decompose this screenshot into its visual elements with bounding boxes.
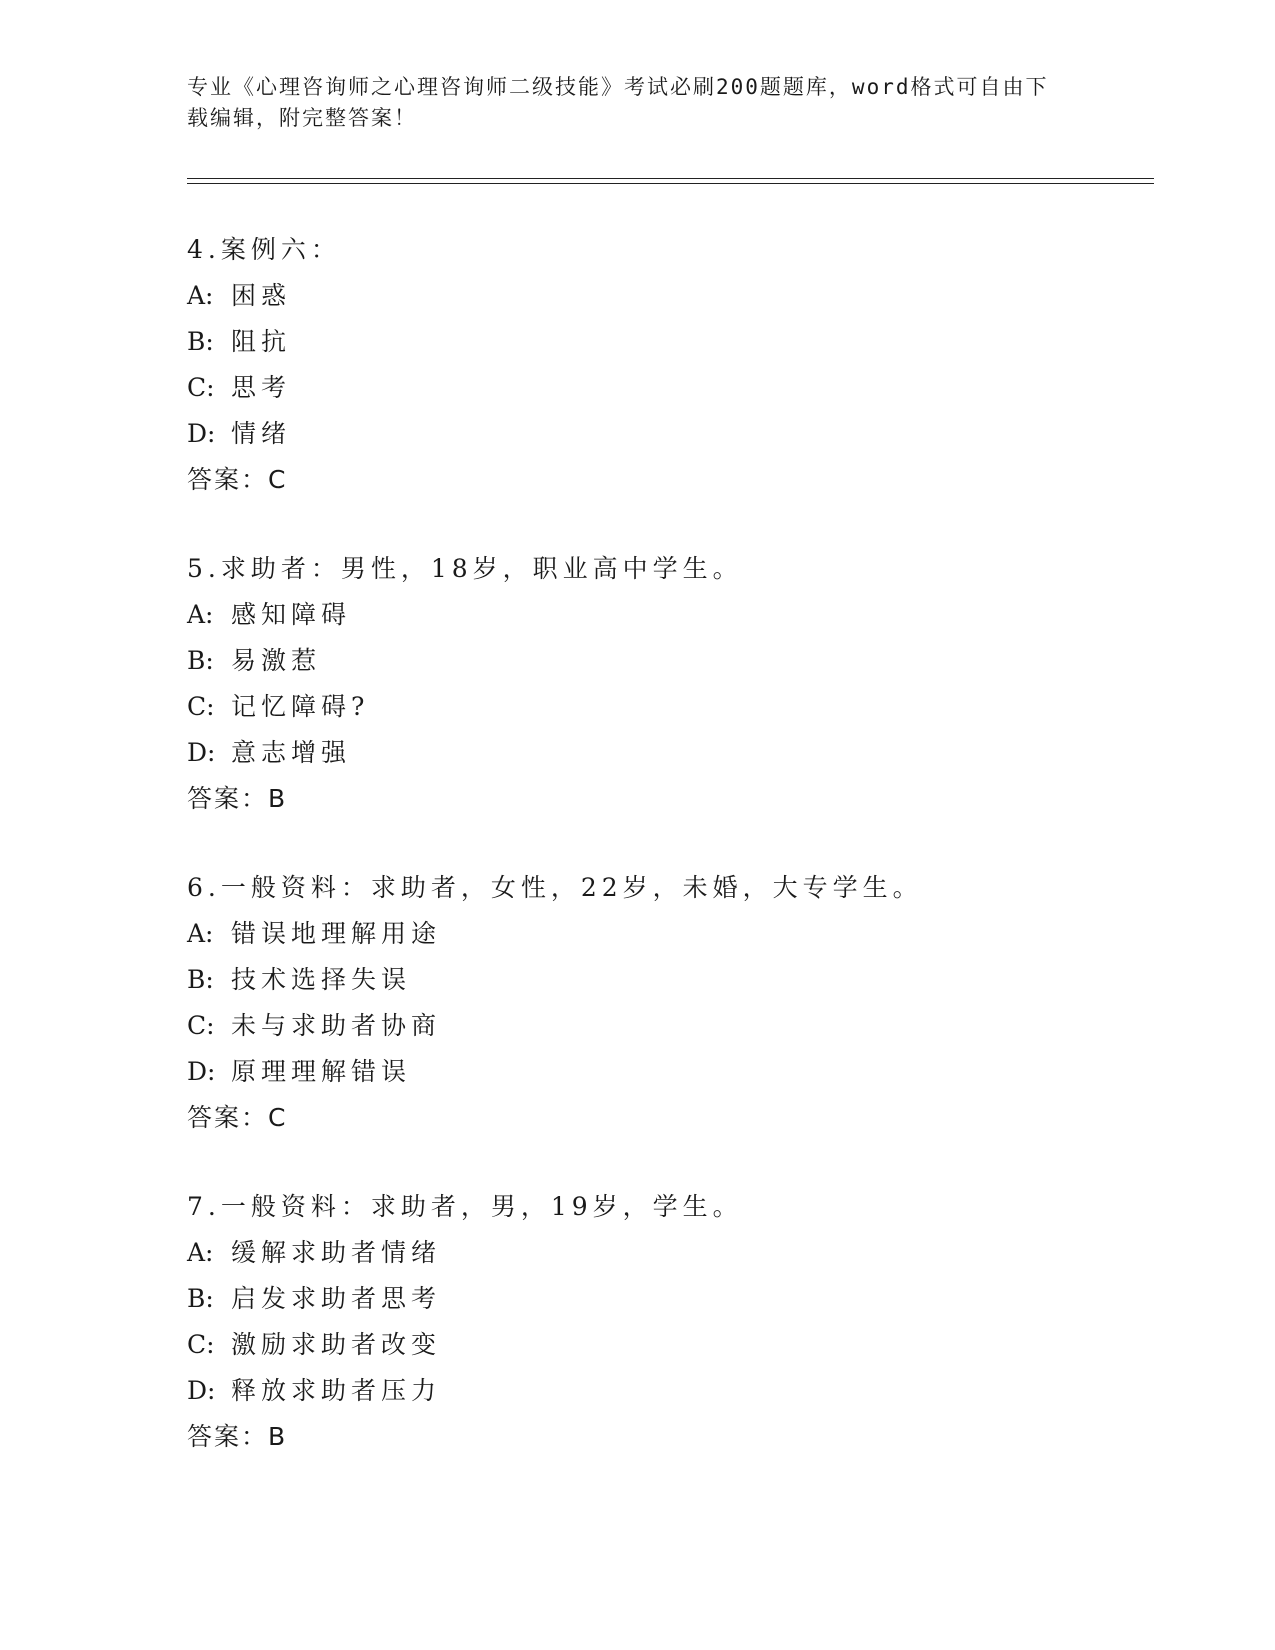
option-d xyxy=(187,730,1147,776)
header-rule-top xyxy=(187,178,1154,179)
option-d xyxy=(187,1368,1147,1414)
option-text: 思考 xyxy=(231,373,292,402)
option-text: 感知障碍 xyxy=(231,600,352,629)
option-label: A: xyxy=(187,1238,214,1267)
question-stem: 6.一般资料：求助者，女性，22岁，未婚，大专学生。 xyxy=(187,873,923,902)
option-text: 技术选择失误 xyxy=(231,965,412,994)
option-label: B: xyxy=(187,646,214,675)
option-label: A: xyxy=(187,281,214,310)
option-text: 意志增强 xyxy=(231,738,352,767)
option-text: 释放求助者压力 xyxy=(231,1376,442,1405)
option-text: 情绪 xyxy=(231,419,292,448)
option-text: 启发求助者思考 xyxy=(231,1284,442,1313)
option-c xyxy=(187,1003,1147,1049)
question-stem: 5.求助者：男性，18岁，职业高中学生。 xyxy=(187,554,743,583)
option-text: 错误地理解用途 xyxy=(231,919,442,948)
option-text: 未与求助者协商 xyxy=(231,1011,442,1040)
option-text: 易激惹 xyxy=(231,646,322,675)
option-text: 激励求助者改变 xyxy=(231,1330,442,1359)
option-label: A: xyxy=(187,919,214,948)
question-4 xyxy=(187,227,1147,503)
question-stem: 7.一般资料：求助者，男，19岁，学生。 xyxy=(187,1192,743,1221)
option-label: B: xyxy=(187,965,214,994)
option-text: 阻抗 xyxy=(231,327,292,356)
option-d xyxy=(187,411,1147,457)
option-b xyxy=(187,638,1147,684)
option-label: D: xyxy=(187,419,216,448)
question-7 xyxy=(187,1184,1147,1460)
option-a xyxy=(187,273,1147,319)
option-label: C: xyxy=(187,692,215,721)
option-label: A: xyxy=(187,600,214,629)
option-c xyxy=(187,1322,1147,1368)
option-label: D: xyxy=(187,1376,216,1405)
option-b xyxy=(187,957,1147,1003)
option-b xyxy=(187,319,1147,365)
question-stem: 4.案例六： xyxy=(187,235,341,264)
option-c xyxy=(187,365,1147,411)
option-label: D: xyxy=(187,738,216,767)
option-label: D: xyxy=(187,1057,216,1086)
answer-line: 答案：B xyxy=(187,1422,288,1451)
answer-line: 答案：C xyxy=(187,465,288,494)
option-d xyxy=(187,1049,1147,1095)
option-label: C: xyxy=(187,1011,215,1040)
option-a xyxy=(187,1230,1147,1276)
document-intro: 专业《心理咨询师之心理咨询师二级技能》考试必刷200题题库，word格式可自由下载编辑，附完整答案！ xyxy=(187,75,1049,130)
option-label: C: xyxy=(187,1330,215,1359)
option-text: 缓解求助者情绪 xyxy=(231,1238,442,1267)
option-c xyxy=(187,684,1147,730)
option-label: C: xyxy=(187,373,215,402)
answer-line: 答案：C xyxy=(187,1103,288,1132)
option-text: 原理理解错误 xyxy=(231,1057,412,1086)
option-label: B: xyxy=(187,1284,214,1313)
option-a xyxy=(187,911,1147,957)
option-a xyxy=(187,592,1147,638)
question-5 xyxy=(187,546,1147,822)
question-6 xyxy=(187,865,1147,1141)
answer-line: 答案：B xyxy=(187,784,288,813)
option-text: 记忆障碍? xyxy=(231,692,370,721)
option-b xyxy=(187,1276,1147,1322)
option-label: B: xyxy=(187,327,214,356)
header-rule-bottom xyxy=(187,183,1154,184)
option-text: 困惑 xyxy=(231,281,292,310)
